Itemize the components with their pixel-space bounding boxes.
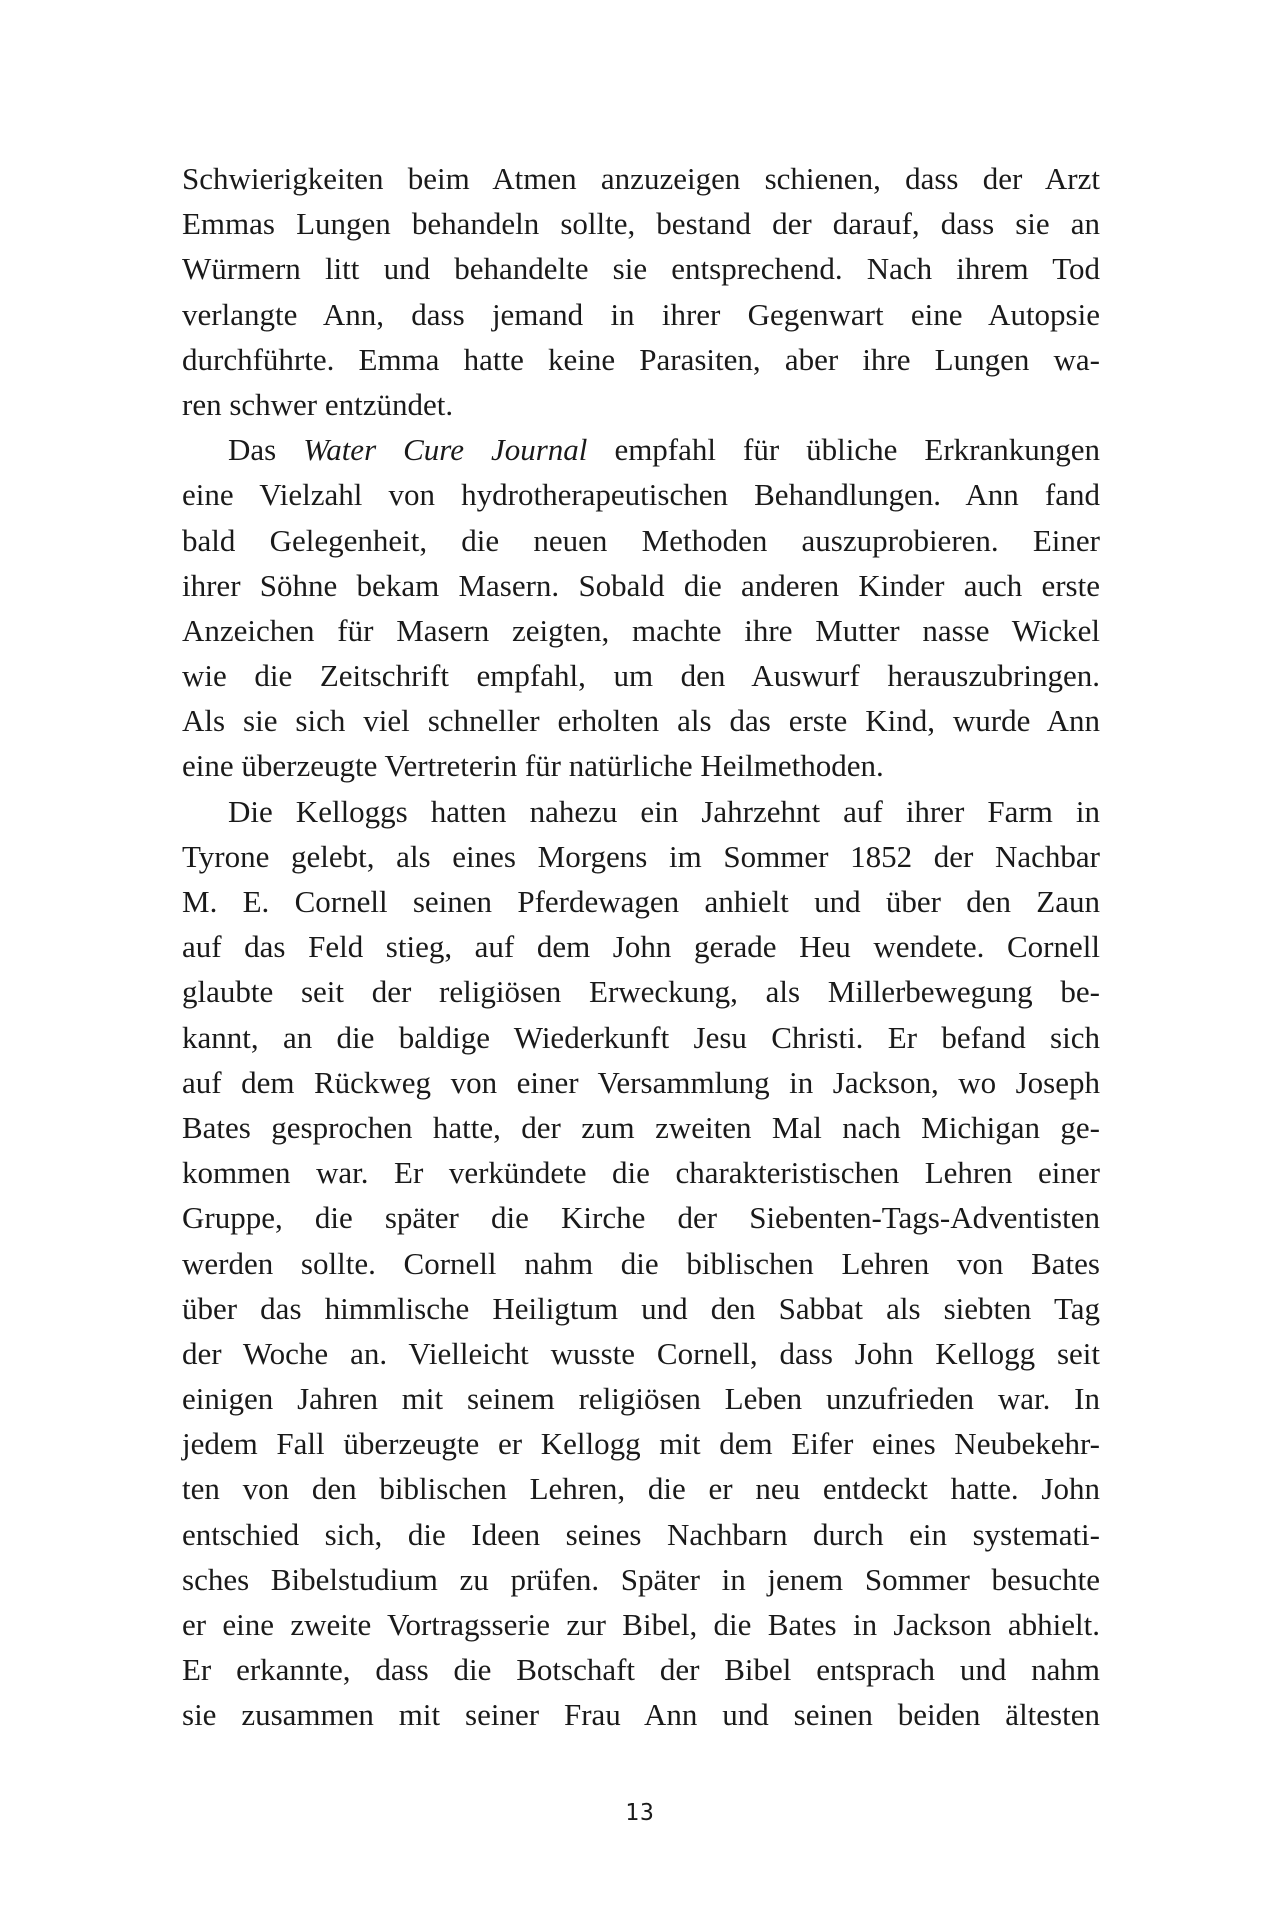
- page-number: 13: [625, 1800, 655, 1826]
- text-line: verlangte Ann, dass jemand in ihrer Gegenwart eine Autopsie: [182, 296, 1100, 332]
- text-line: Schwierigkeiten beim Atmen anzuzeigen schienen, dass der Arzt: [182, 161, 1100, 196]
- text-line: über das himmlische Heiligtum und den Sabbat als siebten Tag: [182, 1290, 1100, 1326]
- line-text: Das: [228, 432, 304, 468]
- text-line: Als sie sich viel schneller erholten als das erste Kind, wurde Ann: [182, 703, 1100, 739]
- text-line: durchführte. Emma hatte keine Parasiten, aber ihre Lungen wa-: [182, 341, 1100, 377]
- text-line: bald Gelegenheit, die neuen Methoden auszuprobieren. Einer: [182, 522, 1100, 558]
- text-line: auf dem Rückweg von einer Versammlung in Jackson, wo Joseph: [182, 1064, 1100, 1100]
- text-line: ren schwer entzündet.: [182, 386, 454, 422]
- text-line: einigen Jahren mit seinem religiösen Leben unzufrieden war. In: [182, 1381, 1100, 1417]
- text-line: sches Bibelstudium zu prüfen. Später in jenem Sommer besuchte: [182, 1561, 1100, 1597]
- text-line: Emmas Lungen behandeln sollte, bestand der darauf, dass sie an: [182, 206, 1100, 242]
- text-line: Gruppe, die später die Kirche der Siebenten-Tags-Adventisten: [182, 1200, 1100, 1236]
- text-line: Würmern litt und behandelte sie entsprechend. Nach ihrem Tod: [182, 251, 1100, 287]
- text-line: wie die Zeitschrift empfahl, um den Auswurf herauszubringen.: [182, 658, 1100, 694]
- text-line: Anzeichen für Masern zeigten, machte ihre Mutter nasse Wickel: [182, 612, 1100, 648]
- text-line: Tyrone gelebt, als eines Morgens im Sommer 1852 der Nachbar: [182, 838, 1100, 874]
- text-line: der Woche an. Vielleicht wusste Cornell, dass John Kellogg seit: [182, 1335, 1100, 1371]
- text-line: auf das Feld stieg, auf dem John gerade Heu wendete. Cornell: [182, 929, 1100, 965]
- text-line: ten von den biblischen Lehren, die er neu entdeckt hatte. John: [182, 1471, 1100, 1507]
- text-line: [182, 427, 1100, 472]
- text-line: glaubte seit der religiösen Erweckung, als Millerbewegung be-: [182, 974, 1100, 1010]
- text-line: eine Vielzahl von hydrotherapeutischen Behandlungen. Ann fand: [182, 477, 1100, 513]
- text-line: werden sollte. Cornell nahm die biblischen Lehren von Bates: [182, 1245, 1100, 1281]
- text-line: Die Kelloggs hatten nahezu ein Jahrzehnt auf ihrer Farm in: [228, 793, 1100, 829]
- text-line: kommen war. Er verkündete die charakteristischen Lehren einer: [182, 1155, 1100, 1191]
- text-line: sie zusammen mit seiner Frau Ann und seinen beiden ältesten: [182, 1697, 1100, 1733]
- text-line: er eine zweite Vortragsserie zur Bibel, die Bates in Jackson abhielt.: [182, 1607, 1100, 1642]
- text-line: jedem Fall überzeugte er Kellogg mit dem Eifer eines Neubekehr-: [182, 1426, 1100, 1462]
- text-line: eine überzeugte Vertreterin für natürliche Heilmethoden.: [182, 748, 884, 784]
- text-line: Er erkannte, dass die Botschaft der Bibel entsprach und nahm: [182, 1652, 1100, 1688]
- line-text: empfahl für übliche Erkrankungen: [587, 432, 1101, 468]
- text-line: Bates gesprochen hatte, der zum zweiten Mal nach Michigan ge-: [182, 1109, 1100, 1145]
- text-line: M. E. Cornell seinen Pferdewagen anhielt und über den Zaun: [182, 884, 1100, 919]
- journal-title: Water Cure Journal: [303, 432, 588, 468]
- text-line: entschied sich, die Ideen seines Nachbarn durch ein systemati-: [182, 1516, 1100, 1552]
- text-line: ihrer Söhne bekam Masern. Sobald die anderen Kinder auch erste: [182, 567, 1100, 603]
- text-line: kannt, an die baldige Wiederkunft Jesu Christi. Er befand sich: [182, 1019, 1100, 1055]
- body-text: [182, 156, 1100, 1738]
